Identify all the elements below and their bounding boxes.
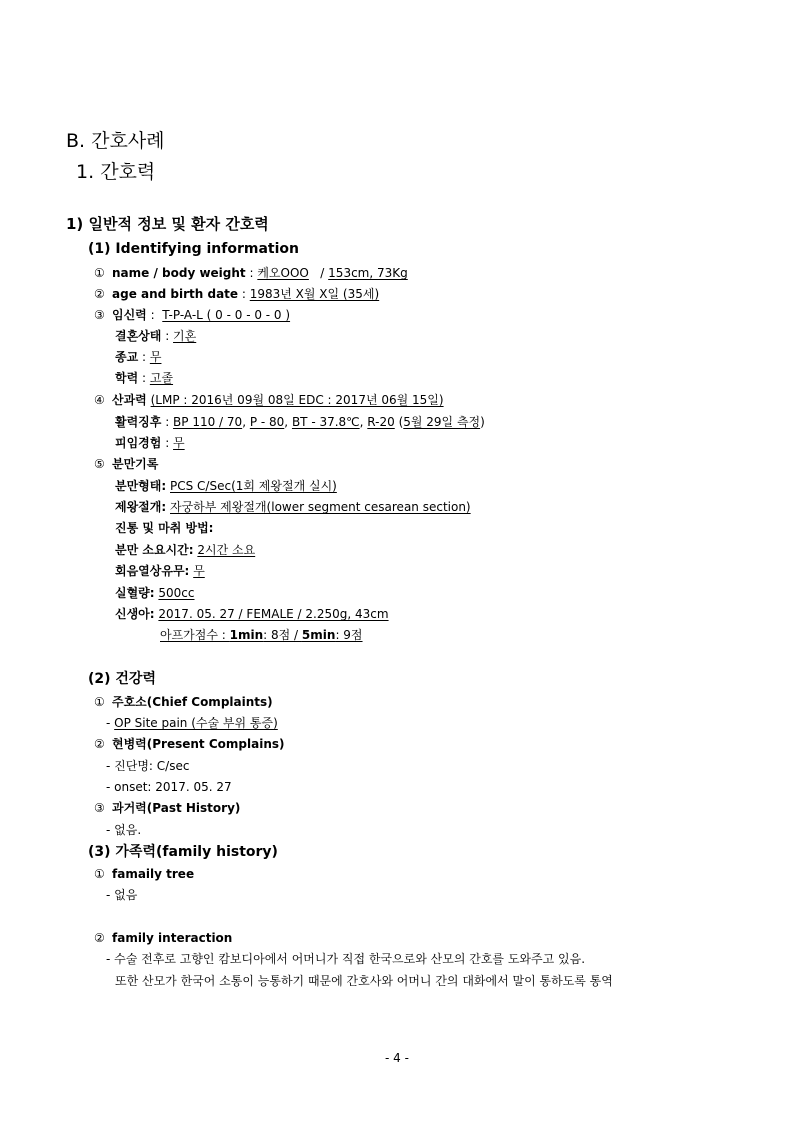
- item-number: ②: [94, 287, 105, 301]
- identifying-item-age: ② age and birth date : 1983년 X월 X일 (35세): [94, 287, 380, 301]
- pregnancy-value: T-P-A-L ( 0 - 0 - 0 - 0 ): [162, 308, 291, 322]
- contraception-value: 무: [173, 436, 185, 450]
- item-number: ④: [94, 393, 105, 407]
- measured-date: 5월 29일 측정: [403, 415, 481, 429]
- delivery-type: 분만형태: PCS C/Sec(1회 제왕절개 실시): [115, 479, 337, 493]
- delivery-time-value: 2시간 소요: [197, 543, 256, 557]
- temp-value: BT - 37.8℃: [291, 415, 360, 429]
- family-tree: ① famaily tree: [94, 867, 195, 881]
- chief-complaints: ① 주호소(Chief Complaints): [94, 695, 273, 709]
- resp-value: R-20: [367, 415, 395, 429]
- obstetric-value: (LMP : 2016년 09월 08일 EDC : 2017년 06월 15일): [150, 393, 444, 407]
- family-interaction-line1: - 수술 전후로 고향인 캄보디아에서 어머니가 직접 한국으로와 산모의 간호를 도와주고 있음.: [106, 952, 586, 966]
- vital-signs: 활력징후 : BP 110 / 70, P - 80, BT - 37.8℃, R-20 (5월 29일 측정): [115, 415, 485, 429]
- identifying-item-delivery: [94, 458, 158, 470]
- education: 학력 : 고졸: [115, 371, 174, 385]
- item-label: 임신력: [112, 308, 147, 322]
- marital-value: 기혼: [173, 329, 197, 343]
- newborn-value: 2017. 05. 27 / FEMALE / 2.250g, 43cm: [158, 607, 389, 621]
- chief-complaints-value: - OP Site pain (수술 부위 통증): [106, 716, 278, 730]
- section-b-heading: [66, 132, 165, 151]
- item-label: 분만기록: [112, 457, 159, 471]
- cesarean-value: 자궁하부 제왕절개(lower segment cesarean section): [170, 500, 471, 514]
- identifying-item-obstetric: [94, 394, 444, 406]
- education-value: 고졸: [149, 371, 174, 385]
- blood-loss-value: 500cc: [158, 586, 195, 600]
- section-1-prefix: 1.: [76, 161, 95, 183]
- section-1-heading: [76, 163, 155, 182]
- part1-title: 1) 일반적 정보 및 환자 간호력: [66, 215, 269, 233]
- contraception: 피임경험 : 무: [115, 436, 185, 450]
- name-value: 케오OOO: [257, 266, 309, 280]
- item-label: age and birth date: [112, 287, 239, 301]
- family-interaction: ② family interaction: [94, 931, 233, 945]
- perineal-laceration: 회음열상유무: 무: [115, 564, 205, 578]
- cesarean: 제왕절개: 자궁하부 제왕절개(lower segment cesarean section): [115, 500, 471, 514]
- past-history-value: - 없음.: [106, 823, 142, 837]
- item-number: ①: [94, 266, 105, 280]
- delivery-type-value: PCS C/Sec(1회 제왕절개 실시): [170, 479, 337, 493]
- item-number: ③: [94, 308, 105, 322]
- family-title: (3) 가족력(family history): [88, 844, 278, 860]
- bp-value: BP 110 / 70: [173, 415, 243, 429]
- delivery-time: 분만 소요시간: 2시간 소요: [115, 543, 256, 557]
- family-tree-value: - 없음: [106, 888, 138, 902]
- age-value: 1983년 X월 X일 (35세): [249, 287, 380, 301]
- identifying-item-name: ① name / body weight : 케오OOO / 153cm, 73Kg: [94, 266, 408, 280]
- diagnosis: - 진단명: C/sec: [106, 759, 190, 773]
- health-title: (2) 건강력: [88, 671, 156, 687]
- section-b-title: 간호사례: [91, 130, 165, 152]
- section-1-title: 간호력: [100, 161, 156, 183]
- pulse-value: P - 80: [249, 415, 285, 429]
- past-history: ③ 과거력(Past History): [94, 801, 241, 815]
- religion: 종교 : 무: [115, 350, 162, 364]
- present-complains: ② 현병력(Present Complains): [94, 737, 285, 751]
- item-number: ⑤: [94, 457, 105, 471]
- perineal-value: 무: [193, 564, 205, 578]
- identifying-title: (1) Identifying information: [88, 241, 299, 257]
- body-weight-value: 153cm, 73Kg: [328, 266, 408, 280]
- page-number: - 4 -: [385, 1051, 409, 1065]
- apgar-score: 아프가점수 : 1min: 8점 / 5min: 9점: [160, 628, 363, 642]
- religion-value: 무: [149, 350, 162, 364]
- newborn: 신생아: 2017. 05. 27 / FEMALE / 2.250g, 43cm: [115, 607, 389, 621]
- section-b-prefix: B.: [66, 130, 86, 152]
- labor-anesthesia: 진통 및 마취 방법:: [115, 521, 214, 535]
- blood-loss: 실혈량: 500cc: [115, 586, 195, 600]
- family-interaction-line2: 또한 산모가 한국어 소통이 능통하기 때문에 간호사와 어머니 간의 대화에서 말이 통하도록 통역: [115, 974, 613, 988]
- item-label: 산과력: [112, 393, 147, 407]
- marital-status: 결혼상태 : 기혼: [115, 329, 197, 343]
- identifying-item-pregnancy: ③ 임신력 : T-P-A-L ( 0 - 0 - 0 - 0 ): [94, 308, 291, 322]
- onset: - onset: 2017. 05. 27: [106, 780, 232, 794]
- item-label: name / body weight: [112, 266, 246, 280]
